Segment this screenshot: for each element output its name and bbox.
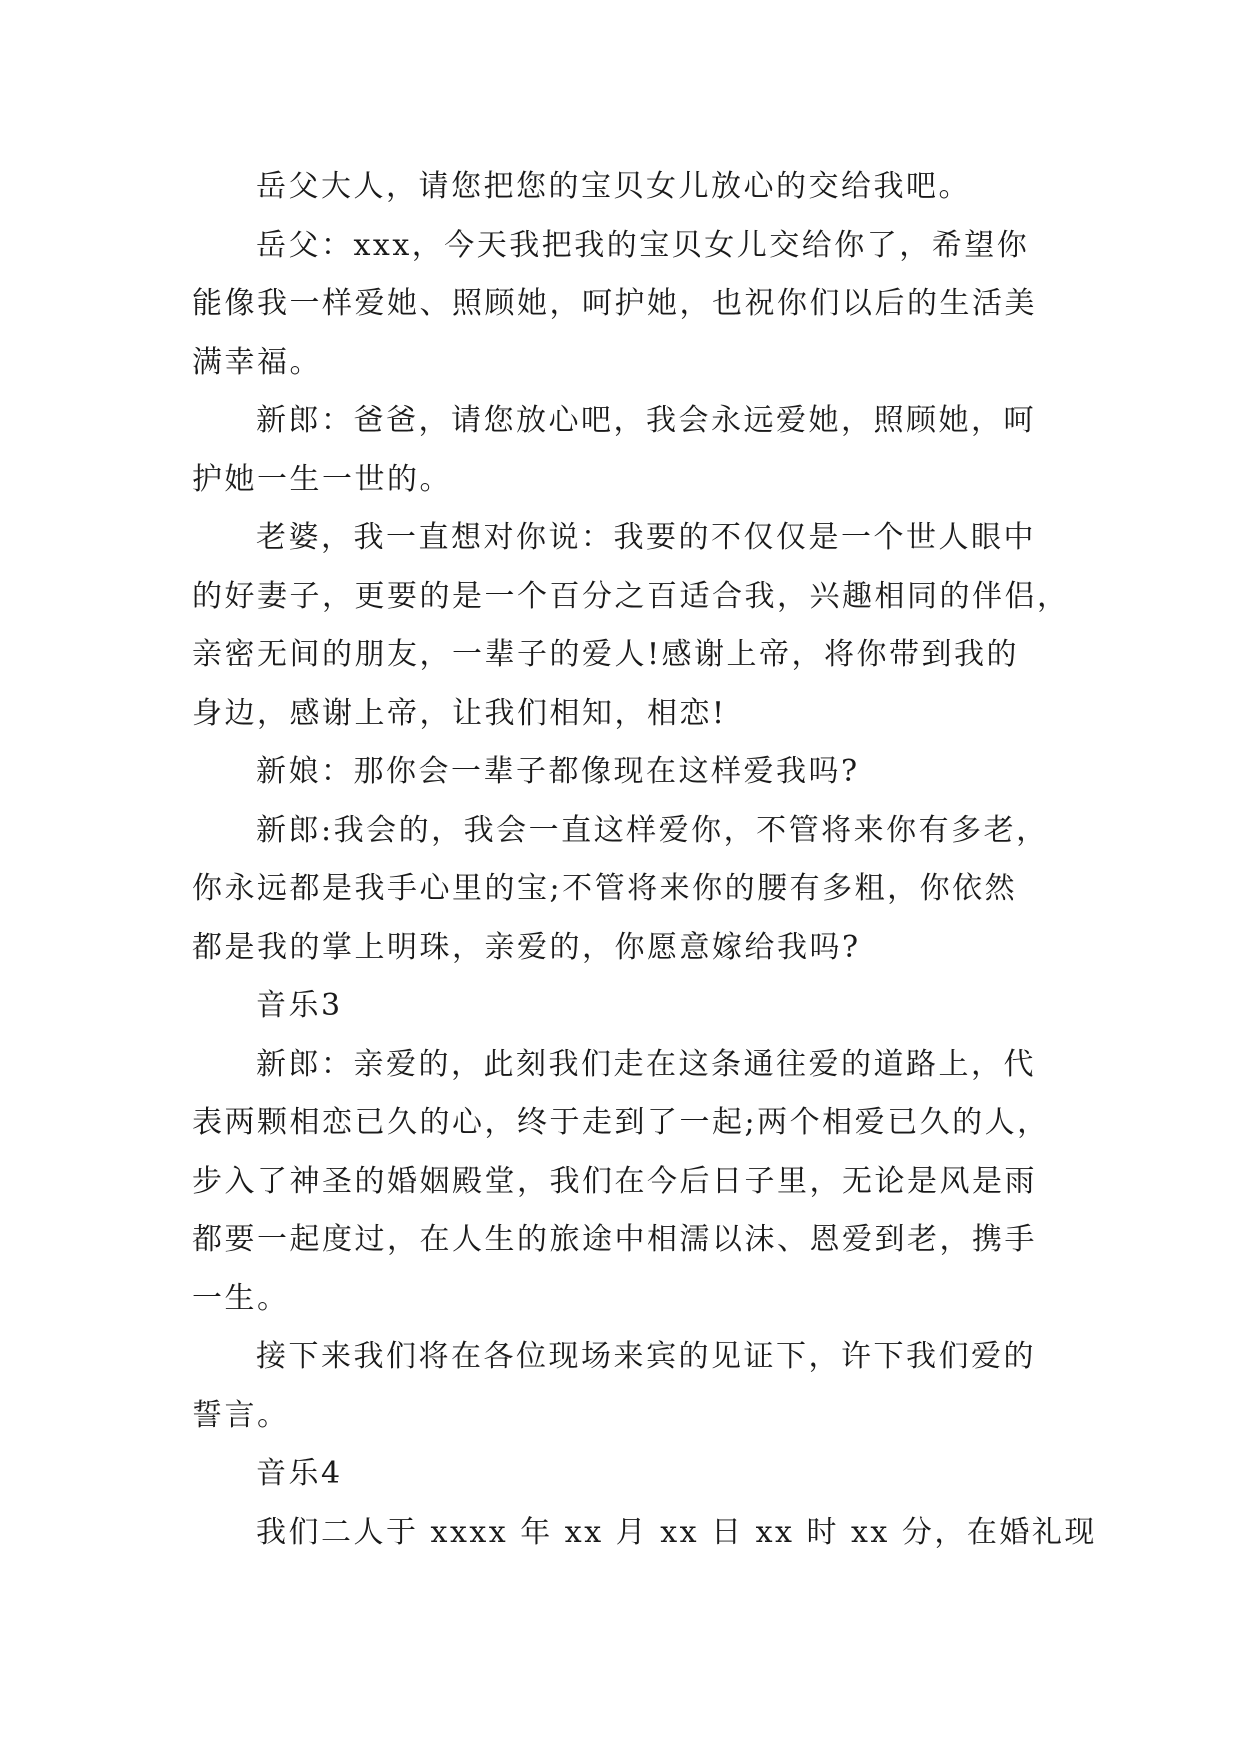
text-line: 我们二人于 xxxx 年 xx 月 xx 日 xx 时 xx 分，在婚礼现 bbox=[256, 1514, 1097, 1550]
section-heading: 音乐3 bbox=[256, 988, 343, 1023]
section-heading: 音乐4 bbox=[256, 1456, 343, 1491]
text-line: 亲密无间的朋友，一辈子的爱人!感谢上帝，将你带到我的 bbox=[192, 637, 1020, 672]
text-line: 接下来我们将在各位现场来宾的见证下，许下我们爱的 bbox=[256, 1339, 1036, 1374]
text-line: 能像我一样爱她、照顾她，呵护她，也祝你们以后的生活美 bbox=[192, 286, 1037, 321]
text-line: 的好妻子，更要的是一个百分之百适合我，兴趣相同的伴侣， bbox=[192, 578, 1070, 614]
text-line: 新郎：爸爸，请您放心吧，我会永远爱她，照顾她，呵 bbox=[256, 403, 1036, 438]
text-line: 老婆，我一直想对你说：我要的不仅仅是一个世人眼中 bbox=[256, 520, 1036, 555]
text-line: 你永远都是我手心里的宝;不管将来你的腰有多粗，你依然 bbox=[192, 871, 1018, 906]
text-line: 一生。 bbox=[192, 1280, 290, 1316]
text-line: 誓言。 bbox=[192, 1397, 290, 1433]
text-line: 都是我的掌上明珠，亲爱的，你愿意嫁给我吗? bbox=[192, 929, 861, 965]
text-line: 岳父大人，请您把您的宝贝女儿放心的交给我吧。 bbox=[256, 169, 971, 204]
text-line: 都要一起度过，在人生的旅途中相濡以沫、恩爱到老，携手 bbox=[192, 1222, 1037, 1257]
text-line: 步入了神圣的婚姻殿堂，我们在今后日子里，无论是风是雨 bbox=[192, 1163, 1037, 1199]
text-line: 新郎:我会的，我会一直这样爱你，不管将来你有多老， bbox=[256, 812, 1049, 848]
document-body bbox=[192, 158, 1097, 1562]
text-line: 岳父：xxx，今天我把我的宝贝女儿交给你了，希望你 bbox=[256, 227, 1030, 263]
text-line: 护她一生一世的。 bbox=[192, 461, 452, 497]
text-line: 满幸福。 bbox=[192, 344, 322, 380]
text-line: 新郎：亲爱的，此刻我们走在这条通往爱的道路上，代 bbox=[256, 1046, 1036, 1082]
text-line: 身边，感谢上帝，让我们相知，相恋! bbox=[192, 695, 727, 731]
text-line: 新娘：那你会一辈子都像现在这样爱我吗? bbox=[256, 754, 860, 789]
text-line: 表两颗相恋已久的心，终于走到了一起;两个相爱已久的人， bbox=[192, 1105, 1050, 1140]
